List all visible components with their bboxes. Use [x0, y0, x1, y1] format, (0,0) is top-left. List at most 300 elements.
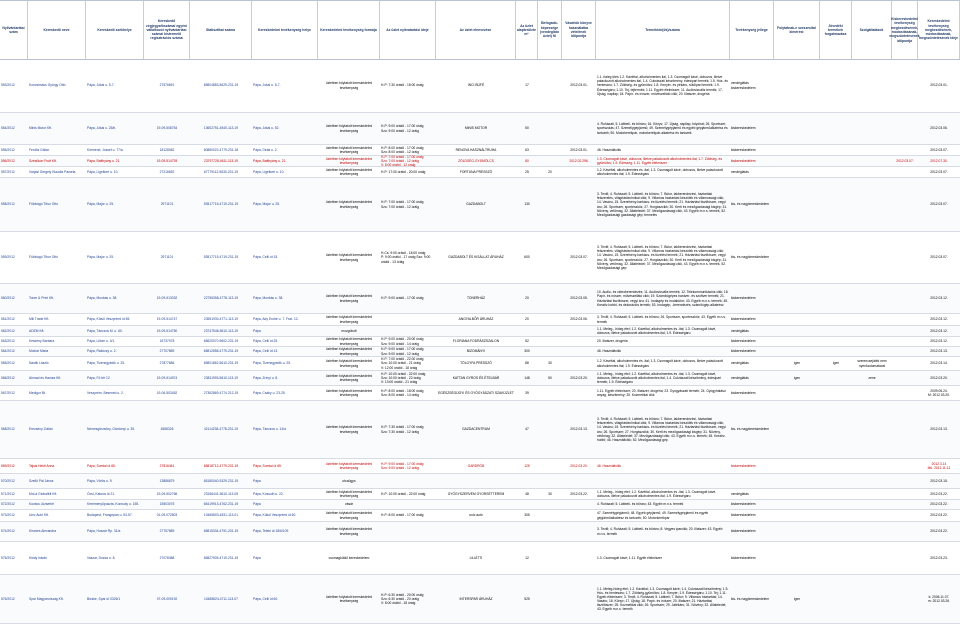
cell-text: kis- és nagykereskedelem: [731, 255, 770, 260]
cell-activity: [730, 314, 774, 325]
cell-spirit: [774, 326, 820, 336]
cell-text: 2012.03.07.: [896, 158, 914, 163]
cell-text: vásár: [344, 502, 354, 507]
cell-name: [28, 145, 86, 155]
cell-text: kis- és nagykereskedelem: [731, 427, 770, 432]
cell-stat: [190, 326, 252, 336]
cell-text: 19-09-502766: [156, 491, 178, 496]
cell-text: Pápa, Külső Veszprémi út 65.: [87, 317, 131, 322]
cell-text: 573/2012: [1, 513, 15, 518]
cell-name: [28, 337, 86, 346]
cell-text: H-P: 8:00 órától - 18:00 óráig Szo: 8:00 órától - 14 óráig: [381, 388, 424, 397]
cell-reg: [144, 522, 190, 541]
cell-text: 52: [525, 339, 529, 344]
cell-services: [852, 459, 892, 473]
cell-text: vendéglátás: [731, 328, 749, 333]
cell-text: 553/2012: [1, 83, 15, 88]
cell-text: 65804883-5629-231-19: [203, 83, 239, 88]
cell-text: igen: [793, 596, 801, 601]
cell-cap: [538, 542, 562, 574]
cell-seat: [86, 500, 144, 509]
cell-text: 2009.06.24. M: 2012.03.20.: [928, 388, 950, 397]
cell-text: FLORIANA FODRÁSZSZALON: [452, 339, 500, 344]
cell-spirit: [774, 357, 820, 370]
cell-text: Pápa, Jókai u. 5-7.: [87, 83, 115, 88]
cell-text: INTERSPAR ÁRUHÁZ: [459, 596, 493, 601]
column-header-activity: Tevékenység jellege: [730, 1, 774, 59]
cell-excise: [820, 510, 852, 521]
cell-text: kiskereskedelem: [731, 349, 756, 354]
cell-hours: [380, 401, 436, 458]
cell-text: Földvágó Tibor Ottó: [29, 255, 58, 260]
cell-seat: [86, 232, 144, 283]
cell-text: 300: [524, 349, 530, 354]
cell-text: vendéglátás: [731, 375, 749, 380]
cell-text: Pápa, Tánczos M. u. 60.: [87, 328, 123, 333]
cell-form: [318, 59, 380, 112]
cell-text: 558/2012: [1, 202, 15, 207]
cell-text: H-P: 9:00 órától - 17:00 óráig Szo: 9:00 órától - 12 óráig: [381, 461, 424, 470]
cell-text: Pápa, Somlai út 65.: [87, 463, 116, 468]
cell-text: Nemesgörzsöny, Gárdonyi u. 35.: [87, 427, 135, 432]
cell-no: [0, 113, 28, 144]
cell-activity: [730, 113, 774, 144]
cell-shop: [436, 314, 516, 325]
cell-excise: [820, 314, 852, 325]
cell-hours: [380, 156, 436, 166]
cell-text: kiskereskedelem: [731, 513, 756, 518]
table-row: [0, 401, 960, 459]
cell-text: 2012.03.13.: [570, 427, 588, 432]
cell-text: kiskereskedelem: [731, 147, 756, 152]
cell-activity: [730, 500, 774, 509]
cell-place: [252, 459, 318, 473]
cell-no: [0, 542, 28, 574]
cell-name: [28, 522, 86, 541]
cell-no: [0, 522, 28, 541]
cell-book: [562, 459, 596, 473]
column-header-no: Nyilvántartási szám: [0, 1, 28, 59]
cell-text: 19-06-503452: [156, 390, 178, 395]
cell-text: 27362869-4774-212-19: [203, 390, 239, 395]
cell-spirit: [774, 232, 820, 283]
cell-text: üzletben folytatott kereskedelmi tevékenység: [325, 200, 373, 209]
cell-excise: [820, 522, 852, 541]
cell-seat: [86, 284, 144, 313]
cell-no: [0, 500, 28, 509]
cell-place: [252, 167, 318, 177]
cell-text: 1.1. Meleg-, hideg étel; 1.2. Kávéital, alkoholmentes és -ital; 1.3. Csomagolt kávé, dobozos, illetve palackozott alkoholmentes ital; 1.9. Édességáru: [597, 489, 717, 498]
cell-name: [28, 326, 86, 336]
cell-text: 305: [524, 513, 530, 518]
cell-text: Veszprém, Besenéd u. 2.: [87, 390, 124, 395]
cell-spirit: [774, 542, 820, 574]
cell-reg: [144, 347, 190, 356]
cell-place: [252, 357, 318, 370]
cell-name: [28, 284, 86, 313]
cell-date2: [918, 522, 960, 541]
cell-cap: [538, 167, 562, 177]
cell-text: GARDRÓB: [467, 463, 485, 468]
cell-text: 2012.03.01.: [570, 147, 588, 152]
cell-cap: [538, 371, 562, 385]
cell-form: [318, 371, 380, 385]
cell-form: [318, 510, 380, 521]
cell-text: Bicske, Spar út 0326/1: [87, 596, 121, 601]
cell-text: 65419913-4762-231-19: [203, 502, 239, 507]
column-header-cap: Befogadó-képessége (vendéglátó üzlet) fő: [538, 1, 562, 59]
cell-stat: [190, 522, 252, 541]
cell-text: 19-09-514750: [156, 328, 178, 333]
cell-text: 19-09-514747: [156, 317, 178, 322]
cell-text: 564/2012: [1, 349, 15, 354]
cell-seat: [86, 522, 144, 541]
cell-text: 560/2012: [1, 296, 15, 301]
cell-hours: [380, 284, 436, 313]
cell-text: 27216692: [159, 169, 175, 174]
table-row: [0, 347, 960, 357]
cell-text: igen: [793, 361, 801, 366]
cell-book: [562, 542, 596, 574]
cell-text: kiskereskedelem: [731, 296, 756, 301]
cell-spirit: [774, 145, 820, 155]
cell-text: Pápa, Huszár Rp. 31/a: [87, 529, 121, 534]
cell-area: [516, 156, 538, 166]
cell-text: 1.1. Italeg ütés 1.2. Kávéital, alkoholmentes ital, 1.3. Csomagolt kávé, dobozos, illetve palackozott alkoholmentes ital, 1.4. Cukrászati készítmény, édesipari termék; 1.5. Hús- és hentesáru; 1.7. Zöldség- és gyümölcs; 1.8. Kenyér- és pékáru, sütőipari termék; 1.9. Édességáru; 1.10. Tej, tejtermék; 1.11. Egyéb élelmiszer; 11. Audiovizuális termék; 17. Újság, napilap; 18. Papír- és írószer, művészellátó cikk; 20. Illatszer, drogéria: [597, 75, 728, 96]
cell-area: [516, 357, 538, 370]
cell-area: [516, 489, 538, 499]
cell-text: Tajsis Heldi Anna: [29, 463, 55, 468]
cell-place: [252, 145, 318, 155]
cell-products: [596, 113, 730, 144]
cell-text: 23747546-5610-113-19: [203, 328, 239, 333]
cell-text: Pápa, Batthyány u. 21.: [253, 158, 287, 163]
cell-text: H-P: 6:30 órától - 20:00 óráig Szo: 6:30 órától - 20 óráig V: 8:00 órától - 18 óráig: [381, 592, 424, 606]
cell-place: [252, 113, 318, 144]
cell-services: [852, 232, 892, 283]
cell-excise: [820, 145, 852, 155]
column-header-date1: Kiskereskedelmi tevékenység megkezdésének, módosításának, megszüntetésének időpontja: [892, 1, 918, 59]
cell-name: [28, 167, 86, 177]
cell-text: Pápa, Ady Endre u. 7. Fszt. 12.: [253, 317, 299, 322]
cell-text: üzletben folytatott kereskedelmi tevékenység: [325, 294, 373, 303]
cell-text: 65818712-4779-231-19: [203, 463, 239, 468]
cell-text: 2012.03.20.: [930, 375, 948, 380]
cell-text: Pápa, Csáky u. 23-25.: [253, 390, 286, 395]
cell-excise: [820, 474, 852, 488]
cell-stat: [190, 284, 252, 313]
cell-date2: [918, 401, 960, 458]
cell-text: Pápa, Rákóczy u. 2.: [87, 349, 117, 354]
cell-text: kis- és nagykereskedelem: [731, 202, 770, 207]
cell-stat: [190, 386, 252, 400]
cell-text: kiskereskedelem: [731, 126, 756, 131]
cell-place: [252, 371, 318, 385]
cell-text: 23797728-4611-113-19: [204, 158, 238, 163]
cell-excise: [820, 59, 852, 112]
cell-text: 65620070-9602-231-19: [203, 339, 239, 344]
cell-form: [318, 326, 380, 336]
cell-cap: [538, 314, 562, 325]
cell-products: [596, 347, 730, 356]
cell-text: Pápa, Deák u. 2.: [253, 147, 278, 152]
cell-text: Pápa, Celli út 25.: [253, 339, 279, 344]
cell-services: [852, 347, 892, 356]
cell-area: [516, 113, 538, 144]
cell-cap: [538, 401, 562, 458]
cell-stat: [190, 459, 252, 473]
cell-text: 1.1. Meleg-, hideg étel; 1.2. Kávéital, alkoholmentes és -ital; 1.3. Csomagolt kávé, dobozos, illetve palackozott alkoholmentes ital; 1.9. Édességáru: [597, 326, 717, 335]
cell-text: 2012.03.12.: [930, 339, 948, 344]
cell-cap: [538, 575, 562, 623]
cell-area: [516, 522, 538, 541]
cell-text: 47: [525, 427, 529, 432]
column-header-book: Vásárlók könyve használatba vételének időpontja: [562, 1, 596, 59]
cell-text: TONERHÁZ: [466, 296, 486, 301]
cell-seat: [86, 510, 144, 521]
cell-hours: [380, 489, 436, 499]
cell-text: üzletben folytatott kereskedelmi tevékenység: [325, 388, 373, 397]
cell-text: szerencsejáték nem nyerőautomatával: [857, 359, 887, 368]
cell-hours: [380, 474, 436, 488]
cell-text: 556/2012: [1, 158, 15, 163]
cell-activity: [730, 284, 774, 313]
cell-text: 572/2012: [1, 502, 15, 507]
cell-text: KATTAN GYROS ÉS ÉTELBÁR: [452, 375, 500, 380]
cell-stat: [190, 510, 252, 521]
cell-date1: [892, 113, 918, 144]
cell-book: [562, 522, 596, 541]
table-row: [0, 284, 960, 314]
cell-text: 2971101: [160, 255, 174, 260]
cell-area: [516, 178, 538, 231]
cell-text: Pápa, Zrínyi u. 8.: [253, 375, 279, 380]
cell-place: [252, 326, 318, 336]
cell-cap: [538, 145, 562, 155]
cell-text: 2971101: [160, 202, 174, 207]
cell-no: [0, 347, 28, 356]
cell-text: üzletben folytatott kereskedelmi tevékenység: [325, 527, 373, 536]
cell-text: 42114238-4778-231-19: [203, 427, 239, 432]
cell-form: [318, 113, 380, 144]
cell-name: [28, 357, 86, 370]
cell-text: 27816461: [159, 463, 175, 468]
cell-date1: [892, 284, 918, 313]
cell-form: [318, 386, 380, 400]
cell-text: Pápa, Vörös u. 9.: [87, 478, 113, 483]
cell-date2: [918, 59, 960, 112]
table-row: [0, 232, 960, 284]
cell-text: H-P: 7:00 órától - 17:00 óráig Szo: 7:00 órától - 12 óráig V: 8:00 órától - 12 óráig: [381, 154, 424, 168]
cell-text: 19-09-508754: [156, 126, 178, 131]
cell-date1: [892, 326, 918, 336]
cell-text: 2012.3.14 Mü: 2012.11.12: [927, 461, 951, 470]
cell-services: [852, 337, 892, 346]
cell-book: [562, 386, 596, 400]
cell-stat: [190, 232, 252, 283]
table-row: [0, 500, 960, 510]
cell-no: [0, 145, 28, 155]
cell-services: [852, 522, 892, 541]
cell-seat: [86, 167, 144, 177]
cell-no: [0, 401, 28, 458]
cell-text: üzletben folytatott kereskedelmi tevékenység: [325, 461, 373, 470]
cell-text: 2012.03.06.: [930, 126, 948, 131]
cell-text: 3. Textil; 4. Ruházati; 5. Lábbeli- és bőráru; 7. Bútor, lakberendezési, háztartási felszerelés, világítástechnikai cikk; 9. Villamos háztartási készülék és villamossági cikk; 14. Vasáru, 15. Szerelvény-barkács- és tüzelési termék; 21. Háztartási tisztítószer, vegyi áru; 26. Sportszer, sporteszköz; 27. Horgászcikk; 30. Kerti és mezőgazdasági kisgép; 31. Növény, vetőmag, 32. Állateledel; 37. Mezőgazdasági cikk, 43. Egyéb m.n.s. termék, 52. Mezőgazdasági gazdasági gép; termelés: [597, 192, 728, 217]
cell-activity: [730, 386, 774, 400]
cell-text: 2012.03.22.: [930, 529, 948, 534]
cell-seat: [86, 489, 144, 499]
cell-cap: [538, 500, 562, 509]
cell-text: Pápa: [253, 502, 261, 507]
cell-text: 125: [524, 463, 530, 468]
cell-no: [0, 59, 28, 112]
cell-date2: [918, 386, 960, 400]
cell-area: [516, 401, 538, 458]
cell-hours: [380, 371, 436, 385]
cell-text: 46. Használtcikk: [597, 147, 622, 152]
cell-name: [28, 489, 86, 499]
cell-text: 1.2. Kávéital, alkoholmentes és -ital; 1.3. Csomagolt kávé, dobozos, illetve palackozott alkoholmentes ital; 1.9. Édességáru: [597, 359, 723, 368]
cell-text: 566/2012: [1, 375, 15, 380]
cell-excise: [820, 167, 852, 177]
cell-no: [0, 459, 28, 473]
cell-services: [852, 113, 892, 144]
cell-text: 2012.03.12.: [930, 328, 948, 333]
cell-area: [516, 474, 538, 488]
cell-text: Spar Magyarország Kft.: [29, 596, 64, 601]
cell-seat: [86, 386, 144, 400]
cell-book: [562, 337, 596, 346]
cell-text: Pápa, Teleki út 18/6/109: [253, 529, 289, 534]
column-header-spirit: Folytatnak-e szeszesital kimérést: [774, 1, 820, 59]
cell-text: Varjasi Gergely Klaudia Pamela: [29, 169, 76, 174]
cell-text: 2012.03.23.: [930, 555, 948, 560]
cell-text: 10465803-4531-113-01: [203, 513, 239, 518]
cell-area: [516, 542, 538, 574]
cell-products: [596, 474, 730, 488]
cell-spirit: [774, 167, 820, 177]
cell-text: 2012.03.07.: [570, 255, 588, 260]
cell-no: [0, 326, 28, 336]
cell-book: [562, 347, 596, 356]
cell-date2: [918, 167, 960, 177]
cell-name: [28, 347, 86, 356]
cell-date1: [892, 178, 918, 231]
cell-text: 568/2012: [1, 427, 15, 432]
cell-text: 2012.03.07.: [930, 169, 948, 174]
cell-form: [318, 337, 380, 346]
cell-products: [596, 522, 730, 541]
cell-date1: [892, 145, 918, 155]
cell-reg: [144, 145, 190, 155]
cell-text: 18128082: [159, 147, 175, 152]
cell-reg: [144, 489, 190, 499]
cell-text: 30: [548, 491, 552, 496]
cell-text: Király István: [29, 555, 47, 560]
cell-text: 2012.03.13.: [930, 427, 948, 432]
cell-text: 1.11. Egyéb élelmiszer; 20. Illatszer, drogéria; 23. Gyógyászati termék; 24. Gyógyhatású anyag, készítmény; 25. Kozmetikai cikk: [597, 388, 726, 397]
cell-text: kiskereskedelem: [731, 158, 756, 163]
cell-text: H-P: 7:30 órától - 15:00 óráig: [381, 83, 424, 88]
cell-text: 2012.03.01.: [570, 83, 588, 88]
cell-stat: [190, 145, 252, 155]
cell-text: kiskereskedelem: [731, 502, 756, 507]
cell-shop: [436, 347, 516, 356]
cell-text: üzletben folytatott kereskedelmi tevékenység: [325, 145, 373, 154]
table-row: [0, 178, 960, 232]
cell-date1: [892, 474, 918, 488]
cell-name: [28, 156, 86, 166]
cell-products: [596, 167, 730, 177]
cell-text: 23156441-5610-113-05: [203, 491, 239, 496]
cell-text: Keskeny Barbara: [29, 339, 55, 344]
cell-text: 20: [525, 296, 529, 301]
cell-text: Körmend, József u. 77/a: [87, 147, 123, 152]
cell-book: [562, 314, 596, 325]
cell-area: [516, 337, 538, 346]
cell-text: 2012.03.22.: [930, 513, 948, 518]
cell-text: 50: [525, 126, 529, 131]
cell-activity: [730, 357, 774, 370]
cell-text: kiskereskedelem: [731, 463, 756, 468]
cell-text: Pápa, Ligetkert u. 10.: [253, 169, 285, 174]
cell-reg: [144, 314, 190, 325]
cell-text: 576/2012: [1, 596, 15, 601]
cell-text: kiskereskedelem: [731, 555, 756, 560]
cell-text: ZÖLDSÉG-GYÜMÖLCS: [458, 158, 494, 163]
cell-text: H-P: 17:00 órától - 20:00 óráig: [381, 169, 426, 174]
cell-seat: [86, 474, 144, 488]
cell-text: H-P: 8:00 órától - 17:00 óráig Szo: 8:00 órától - 12 óráig: [381, 145, 424, 154]
cell-stat: [190, 314, 252, 325]
cell-text: Pápa, Celli út 13.: [253, 349, 279, 354]
cell-text: Unic Autó Kft.: [29, 513, 49, 518]
cell-shop: [436, 371, 516, 385]
cell-text: 1.3. Csomagolt kávé; 1.11. Egyéb élelmiszer: [597, 555, 662, 560]
cell-form: [318, 145, 380, 155]
cell-seat: [86, 337, 144, 346]
cell-text: üzletben folytatott kereskedelmi tevékenység: [325, 347, 373, 356]
cell-book: [562, 489, 596, 499]
cell-hours: [380, 232, 436, 283]
cell-products: [596, 178, 730, 231]
cell-activity: [730, 347, 774, 356]
cell-shop: [436, 284, 516, 313]
cell-shop: [436, 337, 516, 346]
cell-seat: [86, 326, 144, 336]
cell-text: üzletben folytatott kereskedelmi tevékenység: [325, 359, 373, 368]
table-row: [0, 386, 960, 401]
cell-text: 23551930-4771-113-19: [203, 317, 239, 322]
cell-products: [596, 542, 730, 574]
cell-place: [252, 510, 318, 521]
cell-services: [852, 474, 892, 488]
cell-text: 20. Illatszer, drogéria: [597, 339, 628, 344]
cell-seat: [86, 178, 144, 231]
cell-text: 07-09-009192: [156, 596, 178, 601]
cell-text: H-P: 7:00 órától - 22:00 óráig Szo: 10:00 órától - 21 óráig V: 12:00 órától - 18 óráig: [381, 357, 424, 370]
cell-place: [252, 314, 318, 325]
cell-activity: [730, 542, 774, 574]
cell-date2: [918, 314, 960, 325]
cell-stat: [190, 542, 252, 574]
cell-text: csomagküldő kereskedelem: [328, 555, 370, 560]
cell-products: [596, 326, 730, 336]
cell-text: 2012.03.15.: [930, 478, 948, 483]
cell-excise: [820, 337, 852, 346]
cell-date1: [892, 489, 918, 499]
